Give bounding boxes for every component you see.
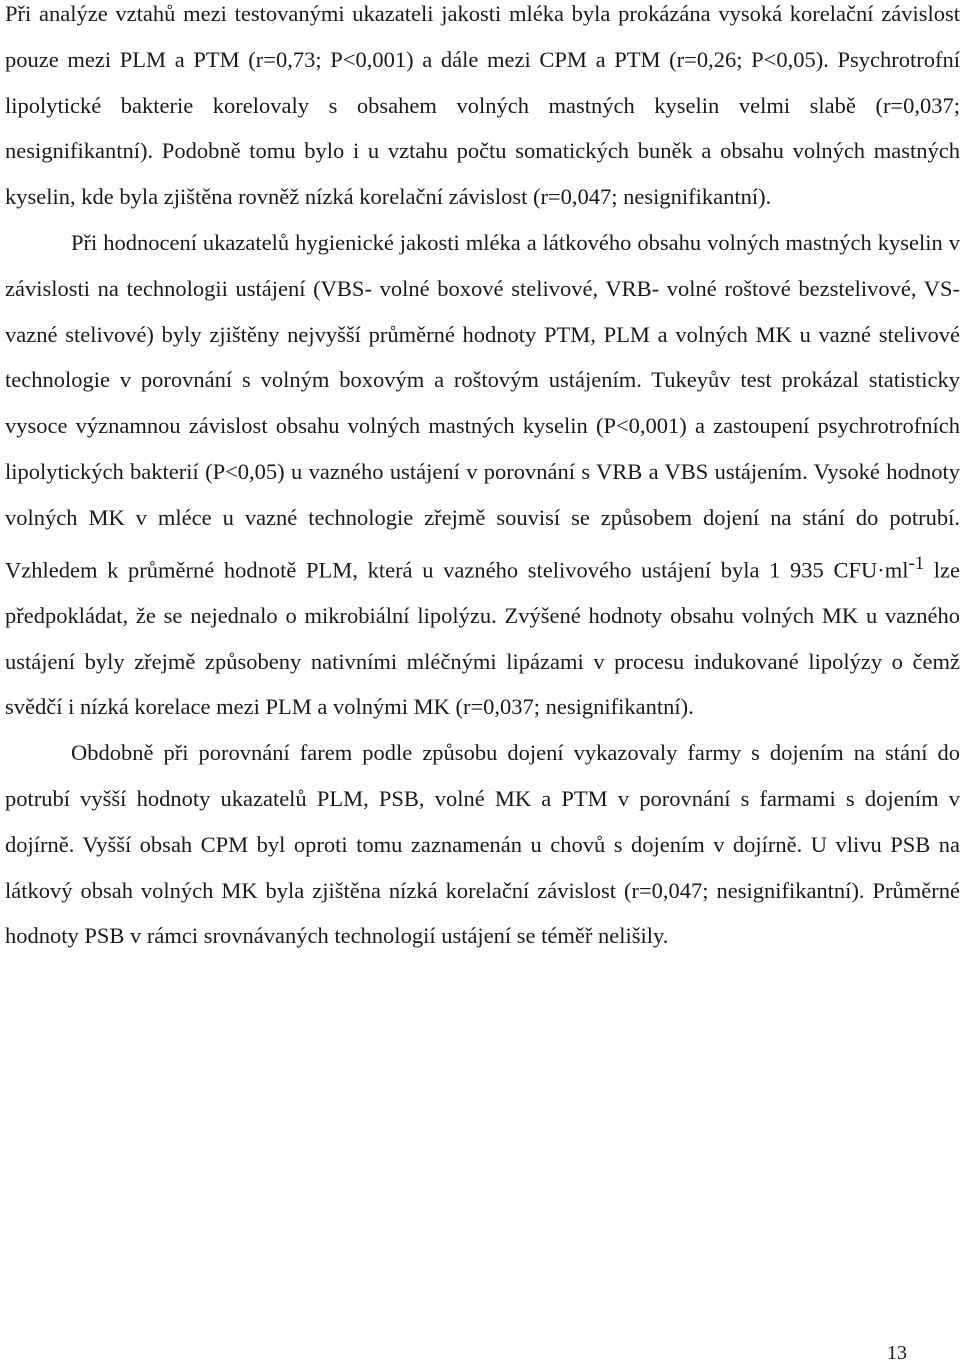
paragraph-correlation-results: Při analýze vztahů mezi testovanými ukazateli jakosti mléka byla prokázána vysoká korelační závislost pouze mezi PLM a PTM (r=0,73; P<0,001) a dále mezi CPM a PTM (r=0,26; P<0,05). Psychrotrofní lipolytické bakterie korelovaly s obsahem volných mastných kyselin velmi slabě (r=0,037; nesignifikantní). Podobně tomu bylo i u vztahu počtu somatických buněk a obsahu volných mastných kyselin, kde byla zjištěna rovněž nízká korelační závislost (r=0,047; nesignifikantní). xyxy=(5,1,960,210)
page-number: 13 xyxy=(887,1342,907,1364)
paragraph-housing-text-part1: Při hodnocení ukazatelů hygienické jakosti mléka a látkového obsahu volných mastných kyselin v závislosti na technologii ustájení (VBS- volné boxové stelivové, VRB- volné roštové bezstelivové, VS-vazné stelivové) byly zjištěny nejvyšší průměrné hodnoty PTM, PLM a volných MK u vazné stelivové technologie v porovnání s volným boxovým a roštovým ustájením. Tukeyův test prokázal statisticky vysoce významnou závislost obsahu volných mastných kyselin (P<0,001) a zastoupení psychrotrofních lipolytických bakterií (P<0,05) u vazného ustájení v porovnání s VRB a VBS ustájením. Vysoké hodnoty volných MK v mléce u vazné technologie zřejmě souvisí se způsobem dojení na stání do potrubí. Vzhledem k průměrné hodnotě PLM, která u vazného stelivového ustájení byla 1 935 CFU·ml xyxy=(5,229,960,583)
document-page xyxy=(5,0,960,959)
paragraph-milking-method: Obdobně při porovnání farem podle způsobu dojení vykazovaly farmy s dojením na stání do potrubí vyšší hodnoty ukazatelů PLM, PSB, volné MK a PTM v porovnání s farmami s dojením v dojírně. Vyšší obsah CPM byl oproti tomu zaznamenán u chovů s dojením v dojírně. U vlivu PSB na látkový obsah volných MK byla zjištěna nízká korelační závislost (r=0,047; nesignifikantní). Průměrné hodnoty PSB v rámci srovnávaných technologií ustájení se téměř nelišily. xyxy=(5,740,960,949)
paragraph-housing-technology xyxy=(5,220,960,730)
unit-superscript: -1 xyxy=(908,552,925,574)
paragraph-housing-text-part2: lze předpokládat, že se nejednalo o mikrobiální lipolýzu. Zvýšené hodnoty obsahu volných MK u vazného ustájení byly zřejmě způsobeny nativními mléčnými lipázami v procesu indukované lipolýzy o čemž svědčí i nízká korelace mezi PLM a volnými MK (r=0,037; nesignifikantní). xyxy=(5,557,960,720)
